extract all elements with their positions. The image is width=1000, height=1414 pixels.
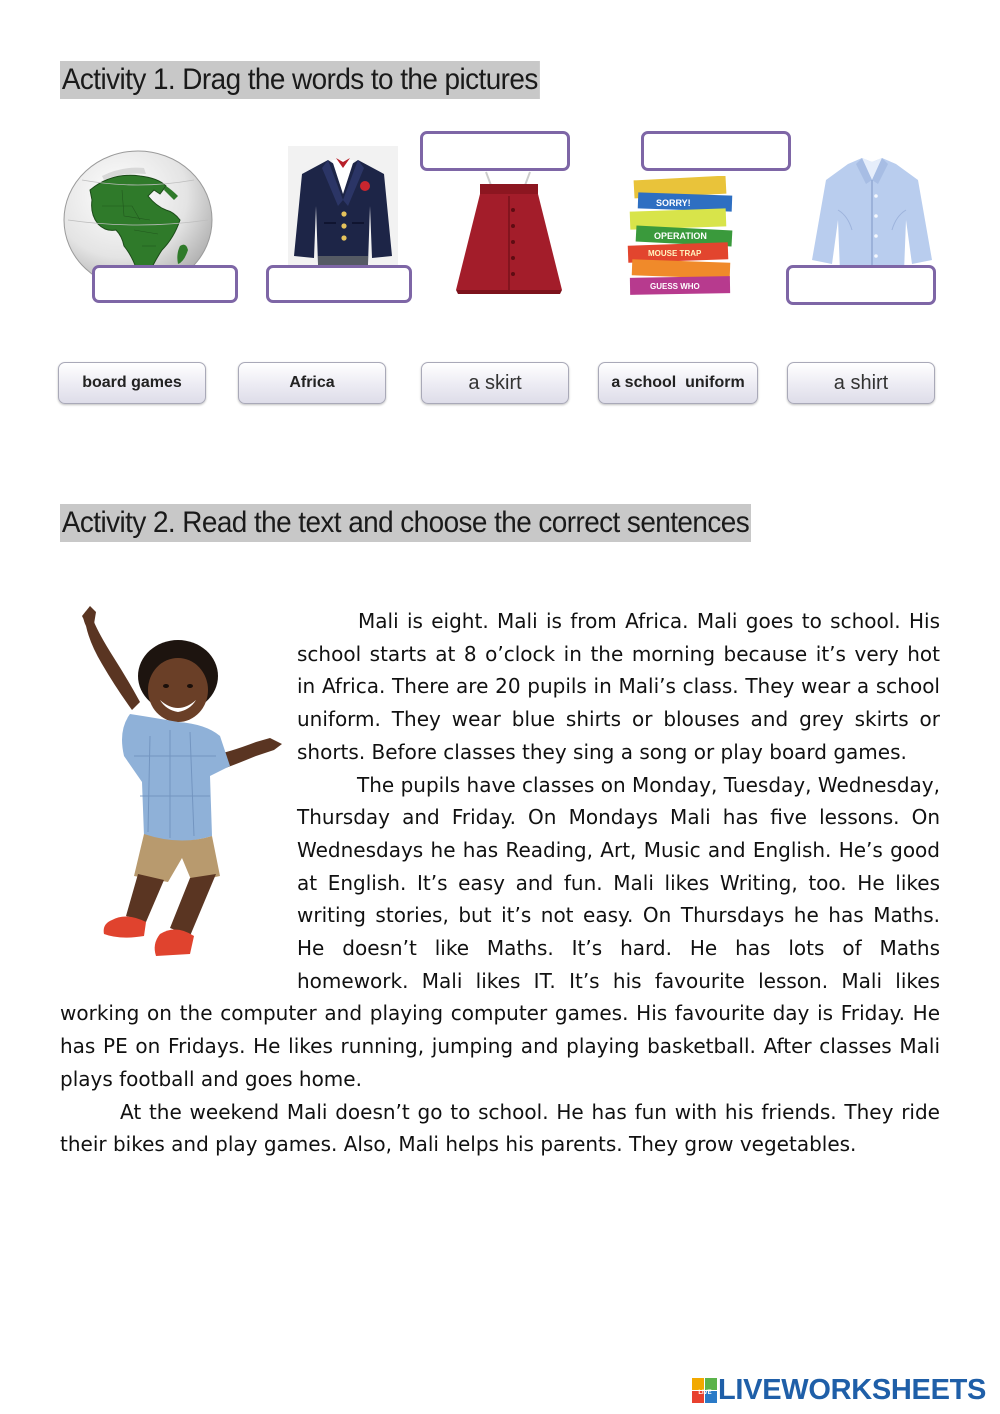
liveworksheets-logo [692,1374,986,1407]
school-uniform-picture [288,146,398,266]
drop-box-uniform[interactable] [266,265,412,303]
word-chip-africa[interactable]: Africa [238,362,386,404]
drop-box-globe[interactable] [92,265,238,303]
skirt-picture [450,170,568,298]
drop-box-board-games[interactable] [641,131,791,171]
reading-paragraph-1: Mali is eight. Mali is from Africa. Mali goes to school. His school starts at 8 o’clock in the morning because it’s very hot in Africa. There are 20 pupils in Mali’s class. They wear a school uniform. They wear blue shirts or blouses and grey skirts or shorts. Before classes they sing a song or play board games. [297,609,940,764]
liveworksheets-logo-text: LIVEWORKSHEETS [718,1374,987,1406]
board-game-title-sorry: SORRY! [656,198,691,208]
shirt-picture [808,150,936,272]
activity-1-heading: Activity 1. Drag the words to the pictures [60,61,540,99]
liveworksheets-logo-icon [692,1378,718,1404]
drop-box-shirt[interactable] [786,265,936,305]
board-game-title-mouse-trap: MOUSE TRAP [648,249,702,258]
board-game-title-guess-who: GUESS WHO [650,282,700,291]
word-chip-a-school-uniform[interactable]: a school uniform [598,362,758,404]
drop-box-skirt[interactable] [420,131,570,171]
activity-2-heading: Activity 2. Read the text and choose the correct sentences [60,504,751,542]
board-games-picture [626,176,738,298]
word-chip-a-skirt[interactable]: a skirt [421,362,569,404]
word-chip-a-shirt[interactable]: a shirt [787,362,935,404]
word-chip-board-games[interactable]: board games [58,362,206,404]
reading-paragraph-2: The pupils have classes on Monday, Tuesday, Wednesday, Thursday and Friday. On Mondays Mali has five lessons. On Wednesdays he has Reading, Art, Music and English. He’s good at English. It’s easy and fun. Mali likes Writing, too. He likes writing stories, but it’s not easy. On Thursdays he has Maths. He doesn’t like Maths. It’s hard. He has lots of Maths homework. Mali likes IT. It’s his favourite lesson. Mali likes working on the computer and playing computer games. His favourite day is Friday. He has PE on Fridays. He likes running, jumping and playing basketball. After classes Mali plays football and goes home. [60,772,940,1091]
reading-paragraph-3: At the weekend Mali doesn’t go to school. He has fun with his friends. They ride their bikes and play games. Also, Mali helps his parents. They grow vegetables. [60,1099,940,1157]
liveworksheets-logo-icon-text: LIVE [698,1389,712,1396]
board-game-title-operation: OPERATION [654,231,707,241]
reading-text [60,605,940,1161]
